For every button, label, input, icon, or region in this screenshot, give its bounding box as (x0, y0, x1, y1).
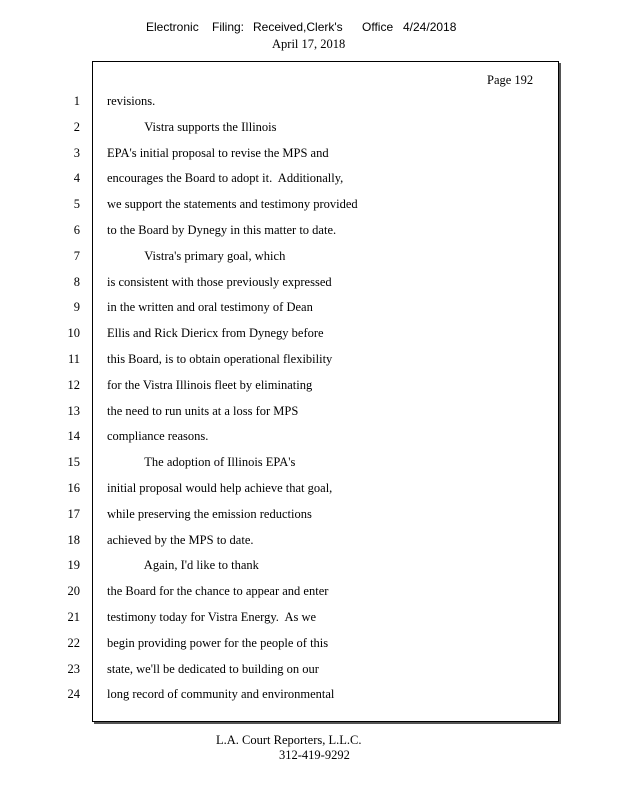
line-text: achieved by the MPS to date. (107, 533, 254, 547)
line-number: 10 (67, 326, 80, 340)
line-number: 3 (73, 146, 80, 160)
line-number: 18 (67, 533, 80, 547)
filing-label: Filing: (212, 20, 245, 34)
line-text: for the Vistra Illinois fleet by eliminating (107, 378, 313, 392)
line-text: compliance reasons. (107, 429, 209, 443)
line-number: 11 (67, 352, 80, 366)
line-text: the need to run units at a loss for MPS (107, 404, 299, 418)
reporter-phone: 312-419-9292 (279, 748, 350, 762)
line-number: 7 (73, 249, 80, 263)
line-number: 6 (73, 223, 80, 237)
line-number: 8 (73, 275, 80, 289)
line-text: to the Board by Dynegy in this matter to date. (107, 223, 337, 237)
line-text: testimony today for Vistra Energy. As we (107, 610, 317, 624)
line-text: long record of community and environmental (107, 687, 335, 701)
line-number: 17 (67, 507, 80, 521)
line-number: 1 (73, 94, 80, 108)
line-number: 4 (73, 171, 80, 185)
line-text: revisions. (107, 94, 156, 108)
line-number: 19 (67, 558, 80, 572)
reporter-company: L.A. Court Reporters, L.L.C. (216, 733, 362, 747)
filing-received: Received,Clerk's (253, 20, 343, 34)
line-text: Again, I'd like to thank (107, 558, 259, 572)
line-text: initial proposal would help achieve that goal, (107, 481, 333, 495)
page-number: Page 192 (487, 73, 534, 87)
filing-electronic: Electronic (146, 20, 199, 34)
line-number: 2 (73, 120, 80, 134)
line-text: state, we'll be dedicated to building on our (107, 662, 319, 676)
line-number: 16 (67, 481, 80, 495)
line-number: 9 (73, 300, 80, 314)
line-text: while preserving the emission reductions (107, 507, 312, 521)
line-number: 22 (67, 636, 80, 650)
line-number: 24 (67, 687, 80, 701)
line-text: the Board for the chance to appear and enter (107, 584, 329, 598)
line-text: The adoption of Illinois EPA's (107, 455, 296, 469)
line-text: Ellis and Rick Diericx from Dynegy before (107, 326, 324, 340)
line-text: in the written and oral testimony of Dean (107, 300, 313, 314)
line-number: 13 (67, 404, 80, 418)
line-text: Vistra's primary goal, which (107, 249, 286, 263)
line-text: EPA's initial proposal to revise the MPS and (107, 146, 329, 160)
line-number: 21 (67, 610, 80, 624)
line-number: 14 (67, 429, 80, 443)
line-text: encourages the Board to adopt it. Additionally, (107, 171, 344, 185)
hearing-date: April 17, 2018 (272, 37, 346, 51)
line-text: we support the statements and testimony provided (107, 197, 358, 211)
line-number: 5 (73, 197, 80, 211)
line-number: 20 (67, 584, 80, 598)
line-number: 12 (67, 378, 80, 392)
line-text: Vistra supports the Illinois (107, 120, 277, 134)
filing-date: 4/24/2018 (403, 20, 457, 34)
line-text: this Board, is to obtain operational flexibility (107, 352, 333, 366)
line-text: is consistent with those previously expressed (107, 275, 332, 289)
line-number: 23 (67, 662, 80, 676)
filing-office: Office (362, 20, 394, 34)
line-number: 15 (67, 455, 80, 469)
line-text: begin providing power for the people of this (107, 636, 329, 650)
